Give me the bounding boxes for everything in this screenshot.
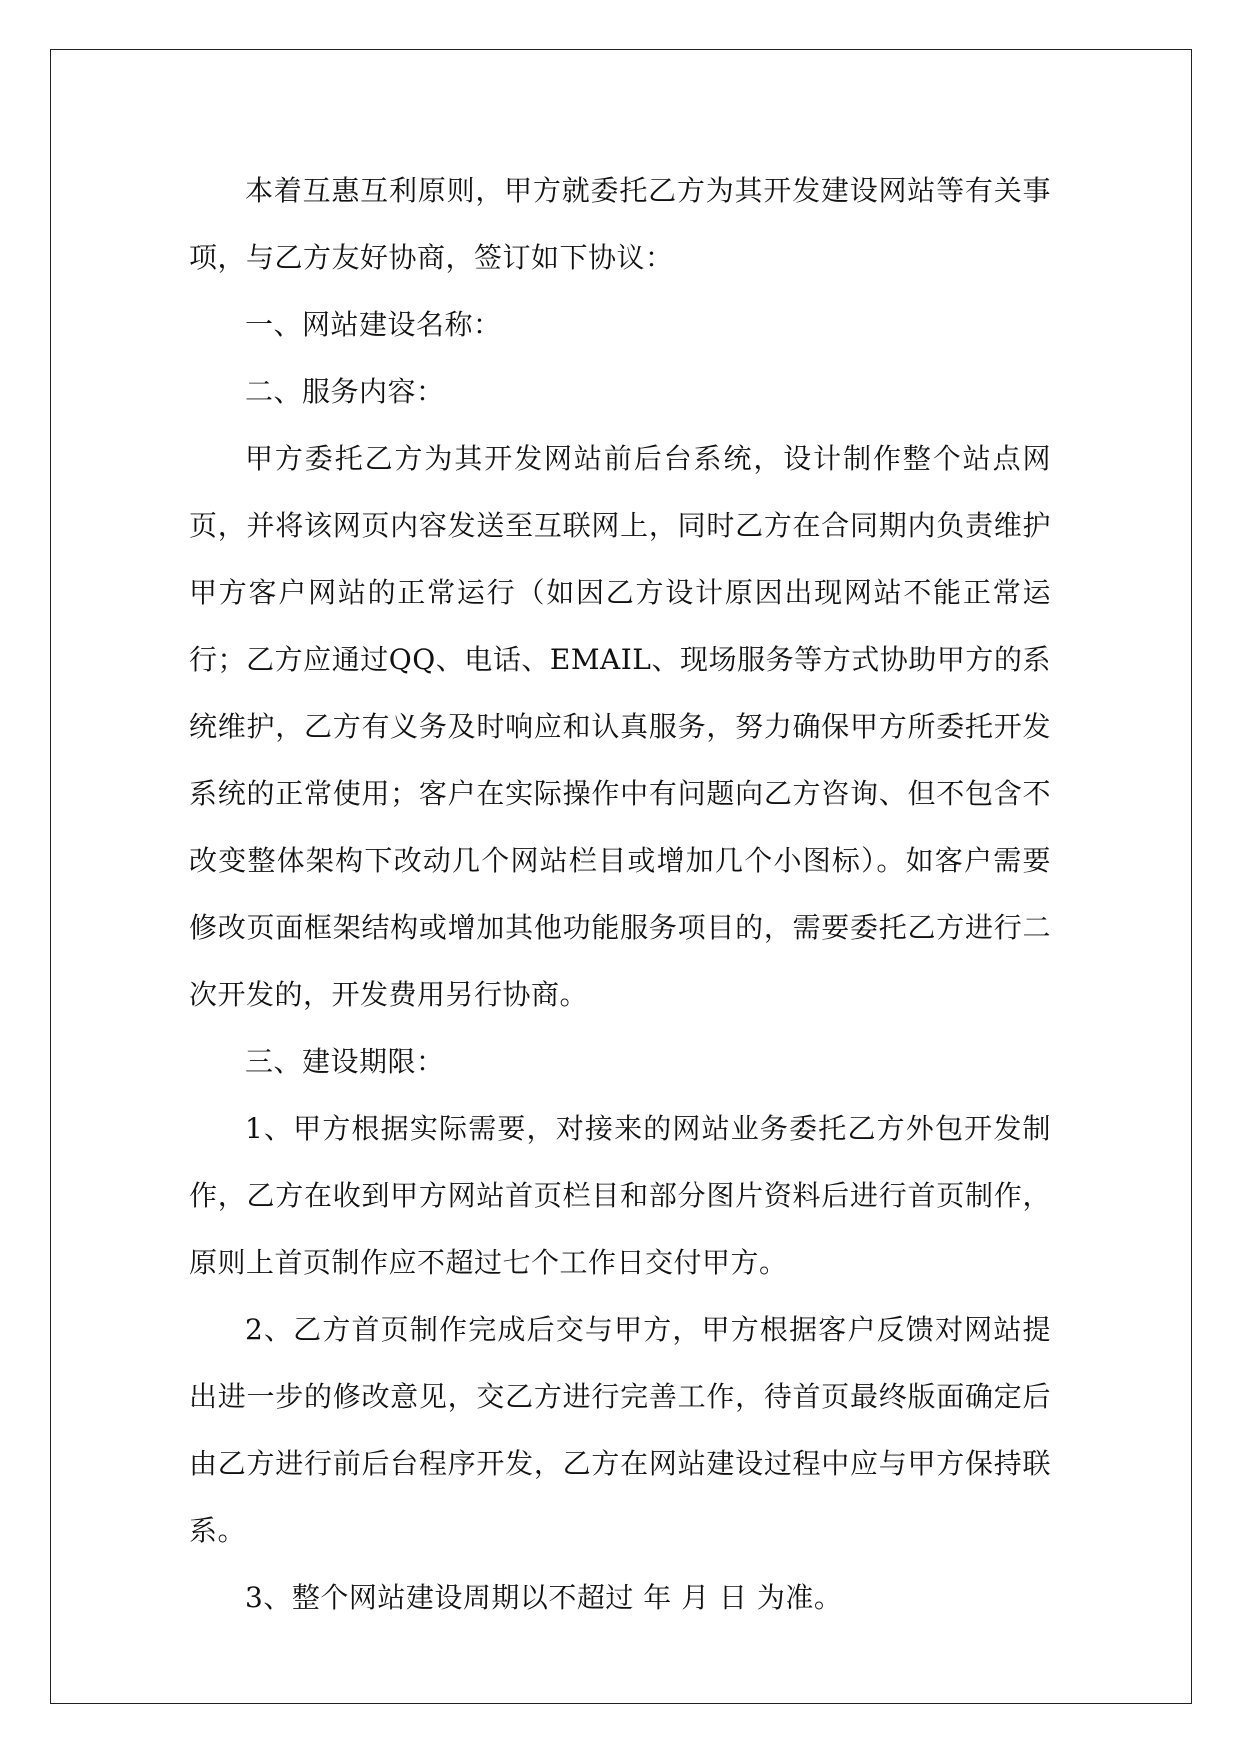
- document-body: [189, 157, 1051, 1631]
- clause-3-paragraph: 3、整个网站建设周期以不超过 年 月 日 为准。: [245, 1581, 843, 1614]
- clause-1-paragraph: 1、甲方根据实际需要，对接来的网站业务委托乙方外包开发制作，乙方在收到甲方网站首页栏目和部分图片资料后进行首页制作，原则上首页制作应不超过七个工作日交付甲方。: [189, 1112, 1051, 1279]
- section-heading-construction-period: 三、建设期限：: [245, 1045, 445, 1078]
- service-content-paragraph: 甲方委托乙方为其开发网站前后台系统，设计制作整个站点网页，并将该网页内容发送至互联网上，同时乙方在合同期内负责维护甲方客户网站的正常运行（如因乙方设计原因出现网站不能正常运行；乙方应通过QQ、电话、EMAIL、现场服务等方式协助甲方的系统维护，乙方有义务及时响应和认真服务，努力确保甲方所委托开发系统的正常使用；客户在实际操作中有问题向乙方咨询、但不包含不改变整体架构下改动几个网站栏目或增加几个小图标）。如客户需要修改页面框架结构或增加其他功能服务项目的，需要委托乙方进行二次开发的，开发费用另行协商。: [189, 442, 1051, 1011]
- clause-2-paragraph: 2、乙方首页制作完成后交与甲方，甲方根据客户反馈对网站提出进一步的修改意见，交乙方进行完善工作，待首页最终版面确定后由乙方进行前后台程序开发，乙方在网站建设过程中应与甲方保持联系。: [189, 1313, 1051, 1547]
- section-heading-service-content: 二、服务内容：: [245, 375, 445, 408]
- intro-paragraph: 本着互惠互利原则，甲方就委托乙方为其开发建设网站等有关事项，与乙方友好协商，签订如下协议：: [189, 174, 1051, 274]
- section-heading-website-name: 一、网站建设名称：: [245, 308, 502, 341]
